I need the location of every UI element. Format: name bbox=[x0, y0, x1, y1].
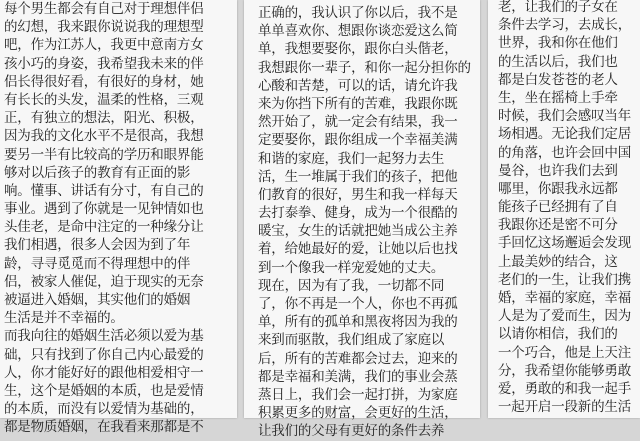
text-line: 世界，我和你在他们 bbox=[498, 35, 618, 52]
text-line: 老，让我们的子女在 bbox=[498, 0, 618, 15]
text-line: 时候，我们会感叹当年 bbox=[498, 108, 631, 125]
text-line: 吧，作为江苏人，我更中意南方女 bbox=[4, 37, 204, 54]
text-line: 响。懂事、讲话有分寸，有自己的 bbox=[4, 182, 204, 199]
text-line: 然开始了，就一定会有结果，我一 bbox=[258, 114, 458, 131]
text-line: 爱，勇敢的和我一起手 bbox=[498, 380, 631, 397]
text-line: 正确的，我认识了你以后，我不是 bbox=[258, 5, 458, 21]
text-line: 生活是并不幸福的。 bbox=[4, 310, 124, 327]
text-line: 头佳老，是命中注定的一种缘分让 bbox=[4, 219, 204, 236]
text-line: 分，我希望你能够勇敢 bbox=[498, 362, 631, 379]
text-line: 婚，幸福的家庭，幸福 bbox=[498, 290, 631, 306]
text-line: 因为我的文化水平不是很高，我想 bbox=[4, 128, 204, 145]
text-line: 单，我想要娶你，跟你白头偕老， bbox=[258, 41, 458, 58]
text-line: 后，所有的苦难都会过去，迎来的 bbox=[258, 350, 458, 367]
text-line: 让我们的父母有更好的条件去养 bbox=[258, 423, 445, 440]
text-line: 上最美妙的结合，这 bbox=[498, 253, 618, 270]
text-line: 蒸日上，我们会一起打拼，为家庭 bbox=[258, 386, 458, 403]
text-line: 来为你挡下所有的苦难，我跟你既 bbox=[258, 95, 458, 112]
text-line: 事业。遇到了你就是一见钟情如也 bbox=[4, 201, 204, 218]
text-line: 人，你才能好好的跟他相爱相守一 bbox=[4, 364, 204, 381]
text-line: 一起开启一段新的生活 bbox=[498, 399, 631, 416]
text-line: 孩小巧的身姿，我希望我未来的伴 bbox=[4, 55, 204, 72]
text-line: 去打泰拳、健身，成为一个很酷的 bbox=[258, 205, 458, 222]
text-line: 和谐的家庭，我们一起努力去生 bbox=[258, 150, 445, 167]
text-line: 人是为了爱而生，因为 bbox=[498, 308, 631, 325]
text-line: 正，有独立的想法，阳光、积极， bbox=[4, 110, 204, 127]
text-line: 侣长得很好看，有很好的身材，她 bbox=[4, 73, 204, 90]
text-line: 我跟你还是密不可分 bbox=[498, 217, 618, 234]
text-line: 要另一半有比较高的学历和眼界能 bbox=[4, 146, 204, 163]
text-line: 龄，寻寻觅觅而不得理想中的伴 bbox=[4, 255, 191, 272]
text-line: 的本质，而没有以爱情为基础的， bbox=[4, 401, 204, 418]
text-line: 每个男生都会有自己对于理想伴侣 bbox=[4, 1, 204, 17]
text-line: 被逼进入婚姻，其实他们的婚姻 bbox=[4, 292, 191, 308]
text-panel-left bbox=[0, 0, 237, 436]
text-line: 的角落，也许会回中国 bbox=[498, 144, 631, 161]
text-line: 我想跟你一辈子，和你一起分担你的 bbox=[258, 59, 471, 76]
text-line: 条件去学习，去成长， bbox=[498, 17, 631, 34]
text-line: 活，生一堆属于我们的孩子，把他 bbox=[258, 168, 458, 185]
text-line: 老们的一生，让我们携 bbox=[498, 271, 631, 288]
text-line: 都是幸福和美满，我们的事业会蒸 bbox=[258, 368, 458, 385]
panel-text bbox=[0, 0, 237, 437]
text-line: 础，只有找到了你自己内心最爱的 bbox=[4, 346, 204, 363]
panel-text bbox=[244, 4, 480, 441]
text-line: 能孩子已经拥有了自 bbox=[498, 199, 618, 216]
panel-text bbox=[488, 0, 640, 416]
text-line: 一个巧合，他是上天注 bbox=[498, 344, 631, 361]
text-line: 来到而驱散，我们组成了家庭以 bbox=[258, 332, 445, 349]
text-line: 的生活以后，我们也 bbox=[498, 53, 618, 70]
text-line: 侣，被家人催促，迫于现实的无奈 bbox=[4, 273, 204, 290]
text-line: 生，这个是婚姻的本质，也是爱情 bbox=[4, 382, 204, 399]
text-line: 场相遇。无论我们定居 bbox=[498, 126, 631, 143]
text-line: 我们相遇，很多人会因为到了年 bbox=[4, 237, 191, 254]
text-line: 生，坐在摇椅上手牵 bbox=[498, 89, 618, 106]
text-line: 暖宝，女生的话就把她当成公主养 bbox=[258, 223, 458, 240]
text-panel-middle bbox=[244, 0, 480, 440]
text-panel-right bbox=[488, 0, 640, 418]
text-line: 哪里，你跟我永远都 bbox=[498, 180, 618, 197]
text-line: 曼谷，也许我们去到 bbox=[498, 162, 618, 179]
text-line: 现在，因为有了我，一切都不同 bbox=[258, 277, 445, 294]
text-line: 够对以后孩子的教育有正面的影 bbox=[4, 164, 191, 181]
text-line: 手回忆这场邂逅会发现 bbox=[498, 235, 631, 252]
text-line: 都是物质婚姻，在我看来那都是不 bbox=[4, 419, 204, 436]
text-line: 着，给她最好的爱，让她以后也找 bbox=[258, 241, 458, 258]
text-line: 单，所有的孤单和黑夜将因为我的 bbox=[258, 314, 458, 331]
text-line: 的幻想，我来跟你说说我的理想型 bbox=[4, 19, 204, 36]
text-line: 有长长的头发，温柔的性格，三观 bbox=[4, 91, 204, 108]
text-line: 心酸和苦楚，可以的话，请允许我 bbox=[258, 77, 458, 94]
text-line: 们教育的很好，男生和我一样每天 bbox=[258, 186, 458, 203]
text-line: 单单喜欢你、想跟你谈恋爱这么简 bbox=[258, 23, 458, 40]
text-line: 而我向往的婚姻生活必须以爱为基 bbox=[4, 328, 204, 345]
text-line: 到一个像我一样宠爱她的丈夫。 bbox=[258, 259, 445, 276]
text-line: 以请你相信，我们的 bbox=[498, 326, 618, 343]
text-line: 了，你不再是一个人，你也不再孤 bbox=[258, 296, 458, 312]
text-line: 积累更多的财富，会更好的生活， bbox=[258, 405, 458, 422]
text-line: 定要娶你，跟你组成一个幸福美满 bbox=[258, 132, 458, 149]
text-line: 都是白发苍苍的老人 bbox=[498, 71, 618, 88]
